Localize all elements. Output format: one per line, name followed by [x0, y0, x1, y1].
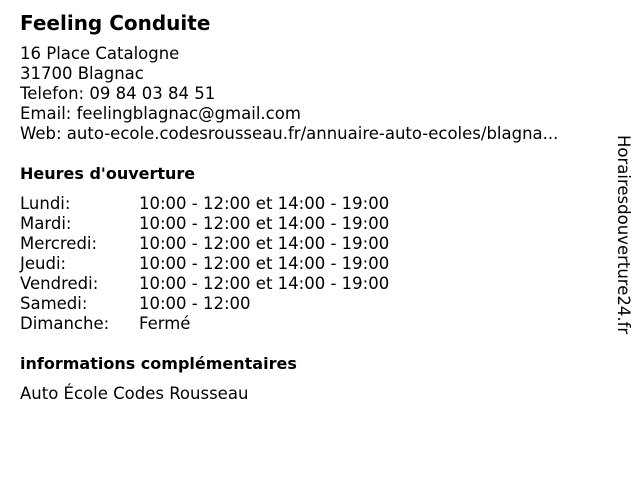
- day-label: Lundi:: [20, 194, 71, 213]
- watermark-text: Horairesdouverture24.fr: [614, 135, 633, 335]
- time-range: 10:00 - 12:00 et 14:00 - 19:00: [139, 254, 390, 273]
- info-heading: informations complémentaires: [20, 354, 297, 373]
- time-range: 10:00 - 12:00 et 14:00 - 19:00: [139, 274, 390, 293]
- time-range: Fermé: [139, 314, 191, 333]
- info-text: Auto École Codes Rousseau: [20, 384, 249, 403]
- business-name: Feeling Conduite: [20, 11, 211, 35]
- hours-heading: Heures d'ouverture: [20, 164, 196, 183]
- day-label: Mercredi:: [20, 234, 98, 253]
- day-label: Mardi:: [20, 214, 72, 233]
- day-label: Vendredi:: [20, 274, 99, 293]
- time-range: 10:00 - 12:00 et 14:00 - 19:00: [139, 214, 390, 233]
- time-range: 10:00 - 12:00: [139, 294, 251, 313]
- day-label: Jeudi:: [20, 254, 67, 273]
- address-block: [20, 44, 558, 144]
- city: 31700 Blagnac: [20, 64, 144, 83]
- street-address: 16 Place Catalogne: [20, 44, 180, 63]
- time-range: 10:00 - 12:00 et 14:00 - 19:00: [139, 194, 390, 213]
- phone-number: Telefon: 09 84 03 84 51: [20, 84, 216, 103]
- day-label: Dimanche:: [20, 314, 110, 333]
- day-label: Samedi:: [20, 294, 88, 313]
- website: Web: auto-ecole.codesrousseau.fr/annuaire-auto-ecoles/blagna...: [20, 124, 559, 143]
- email-address: Email: feelingblagnac@gmail.com: [20, 104, 301, 123]
- time-range: 10:00 - 12:00 et 14:00 - 19:00: [139, 234, 390, 253]
